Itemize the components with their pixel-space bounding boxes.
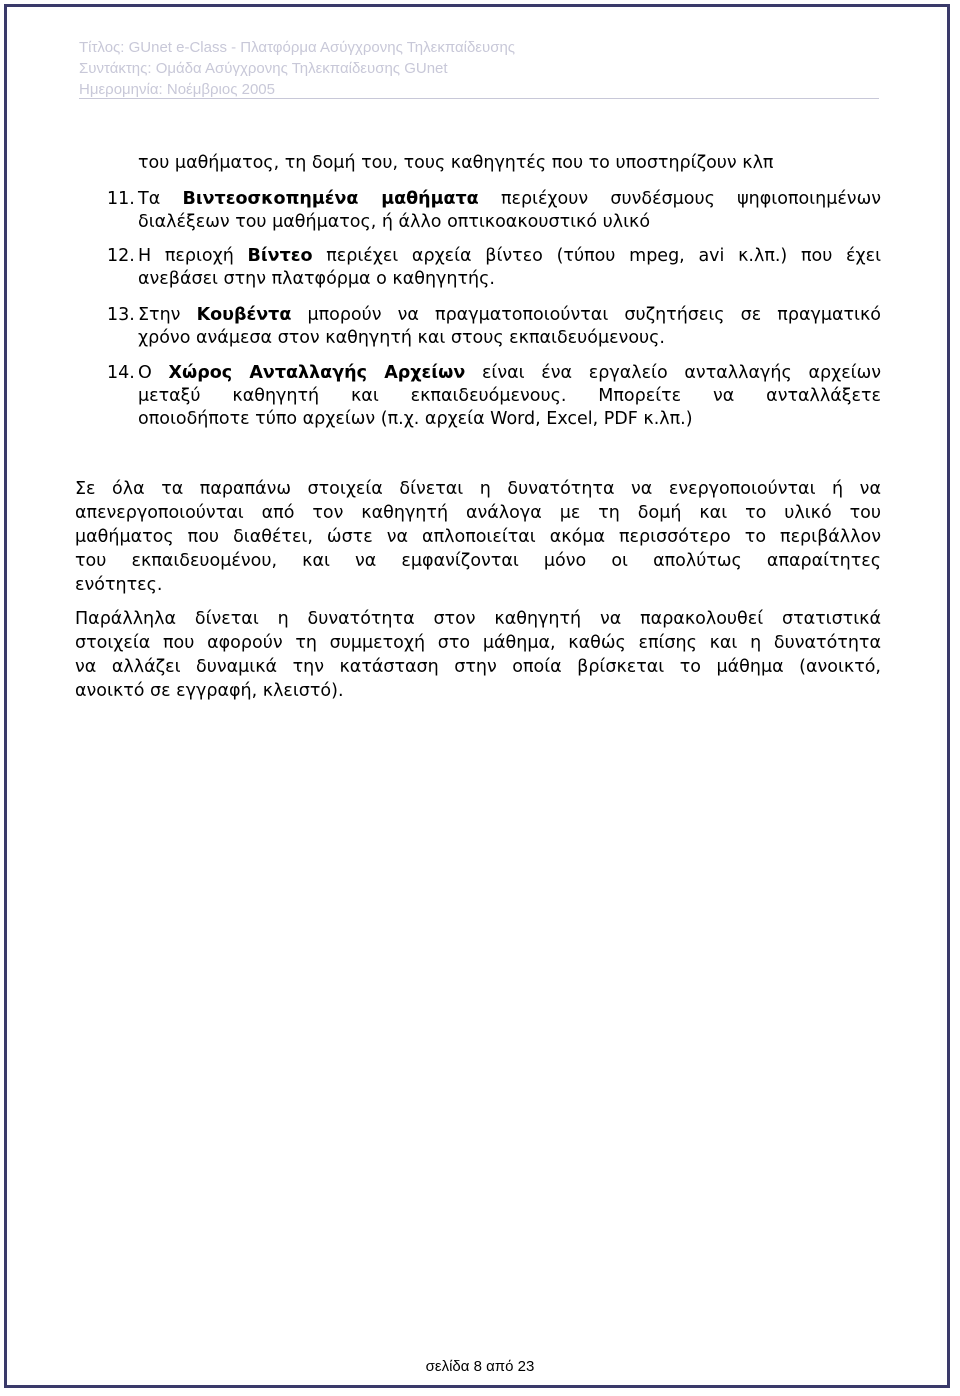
- list-item-line: διαλέξεων του μαθήματος, ή άλλο οπτικοακουστικό υλικό: [138, 212, 651, 232]
- paragraph-line: Σε όλα τα παραπάνω στοιχεία δίνεται η δυνατότητα να ενεργοποιούνται ή να: [75, 479, 881, 499]
- header-divider: [79, 98, 879, 99]
- paragraph-line: του εκπαιδευομένου, και να εμφανίζονται μόνο οι απολύτως απαραίτητες: [75, 551, 881, 571]
- paragraph-line: να αλλάζει δυναμικά την κατάσταση στην οποία βρίσκεται το μάθημα (ανοικτό,: [75, 657, 881, 677]
- list-item-line: Στην Κουβέντα μπορούν να πραγματοποιούνται συζητήσεις σε πραγματικό: [138, 305, 881, 325]
- page-number: σελίδα 8 από 23: [425, 1358, 535, 1375]
- header-date: Ημερομηνία: Νοέμβριος 2005: [79, 81, 275, 98]
- list-item-line: Τα Βιντεοσκοπημένα μαθήματα περιέχουν συνδέσμους ψηφιοποιημένων: [138, 189, 881, 209]
- list-item-number: 14.: [107, 363, 135, 383]
- list-item-number: 12.: [107, 246, 135, 266]
- header-title: Τίτλος: GUnet e-Class - Πλατφόρμα Ασύγχρονης Τηλεκπαίδευσης: [79, 39, 516, 56]
- paragraph-line: ενότητες.: [75, 575, 163, 595]
- list-item-line: μεταξύ καθηγητή και εκπαιδευόμενους. Μπορείτε να ανταλλάξετε: [138, 386, 881, 406]
- continuation-line: του μαθήματος, τη δομή του, τους καθηγητές που το υποστηρίζουν κλπ: [138, 153, 774, 173]
- list-item-line: Ο Χώρος Ανταλλαγής Αρχείων είναι ένα εργαλείο ανταλλαγής αρχείων: [138, 363, 882, 383]
- list-item-keyword: Κουβέντα: [196, 305, 292, 325]
- list-item-line: Η περιοχή Βίντεο περιέχει αρχεία βίντεο (τύπου mpeg, avi κ.λπ.) που έχει: [138, 246, 881, 266]
- list-item-keyword: Βίντεο: [247, 246, 313, 266]
- paragraph-line: ανοικτό σε εγγραφή, κλειστό).: [75, 681, 344, 701]
- header-author: Συντάκτης: Ομάδα Ασύγχρονης Τηλεκπαίδευσης GUnet: [79, 60, 448, 77]
- paragraph-line: στοιχεία που αφορούν τη συμμετοχή στο μάθημα, καθώς επίσης και η δυνατότητα: [75, 633, 881, 653]
- paragraph-line: Παράλληλα δίνεται η δυνατότητα στον καθηγητή να παρακολουθεί στατιστικά: [75, 609, 881, 629]
- document-header: [79, 37, 879, 100]
- paragraph-line: μαθήματος που διαθέτει, ώστε να απλοποιείται ακόμα περισσότερο το περιβάλλον: [75, 527, 881, 547]
- list-item-number: 11.: [107, 189, 135, 209]
- list-item-keyword: Χώρος Ανταλλαγής Αρχείων: [168, 363, 466, 383]
- list-item-keyword: Βιντεοσκοπημένα μαθήματα: [182, 189, 479, 209]
- list-item-line: ανεβάσει στην πλατφόρμα ο καθηγητής.: [138, 269, 495, 289]
- list-item-number: 13.: [107, 305, 135, 325]
- paragraph-line: απενεργοποιούνται από τον καθηγητή ανάλογα με τη δομή και το υλικό του: [75, 503, 881, 523]
- list-item-line: οποιοδήποτε τύπο αρχείων (π.χ. αρχεία Word, Excel, PDF κ.λπ.): [138, 409, 693, 429]
- list-item-line: χρόνο ανάμεσα στον καθηγητή και στους εκπαιδευόμενους.: [138, 328, 665, 348]
